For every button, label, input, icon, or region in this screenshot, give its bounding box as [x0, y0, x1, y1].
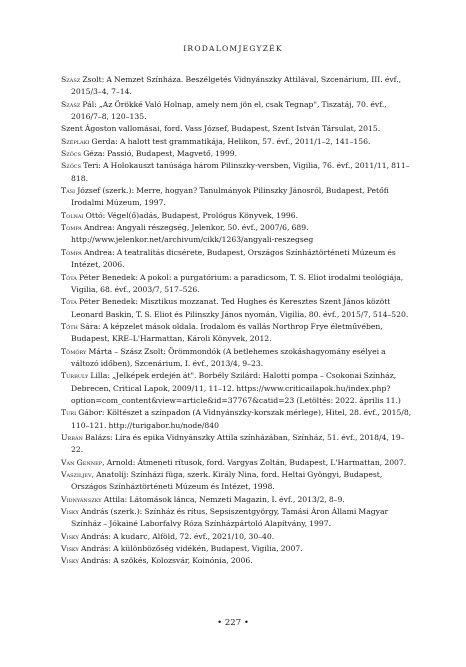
bibliography-entry — [61, 296, 415, 321]
bibliography-entry — [61, 346, 415, 371]
entry-text: Balázs: Líra és epika Vidnyánszky Attila színházában, Színház, 51. évf., 2018/4, 19–22. — [71, 432, 405, 455]
running-header: IRODALOMJEGYZÉK — [183, 44, 283, 53]
entry-author: Szász — [61, 75, 81, 84]
bibliography-entry — [61, 210, 415, 222]
entry-author: Vidnyánszky — [61, 494, 102, 504]
entry-text: Lilla: „Jelképek erdején át". Borbély Szilárd: Halotti pompa – Csokonai Színház, Debrecen, Critical Lapok, 2009/11, 11–12. https://www.criticailapok.hu/index.php?option=com_content&view=article&id=37767&catid=23 (Letöltés: 2022. április 11.) — [71, 371, 401, 405]
entry-text: Andrea: A teatralitás dicsérete, Budapest, Országos Színháztörténeti Múzeum és Intézet, 2006. — [71, 247, 396, 270]
entry-author: Visky — [61, 556, 79, 566]
bibliography-entry — [61, 457, 415, 469]
bibliography-entry — [61, 272, 415, 297]
entry-text: , Anatolij: Színházi füga, szerk. Király Nina, ford. Heltai Gyöngyi, Budapest, Országos Színháztörténeti Múzeum és Intézet, 1998. — [71, 470, 383, 492]
entry-text: András (szerk.): Színház és rítus, Sepsiszentgyörgy, Tamási Áron Állami Magyar Színház – Jókainé Laborfalvy Róza Színházpártoló Alapítvány, 1997. — [71, 507, 389, 529]
entry-text: Péter Benedek: Misztikus mozzanat. Ted Hughes és Keresztes Szent János között Leonard Baskin, T. S. Eliot és Pilinszky János nyomán, Vigilia, 80. évf., 2015/7, 514–520. — [71, 297, 409, 319]
entry-author: Szőcs — [61, 149, 82, 159]
entry-author: Tóth — [61, 321, 78, 331]
entry-text: Attila: Látomások lánca, Nemzeti Magazin, I. évf., 2013/2, 8–9. — [101, 494, 345, 504]
entry-author: Turi — [61, 408, 77, 418]
bibliography-entry — [61, 222, 415, 247]
entry-text: Géza: Passió, Budapest, Magvető, 1999. — [81, 149, 238, 159]
entry-text: Péter Benedek: A pokol: a purgatórium: a paradicsom, T. S. Eliot irodalmi teológiája, Vigilia, 68. évf., 2003/7, 517–526. — [71, 272, 404, 294]
entry-author: Tompa — [61, 247, 82, 257]
entry-author: Vasziljev — [61, 470, 92, 479]
entry-author: Tóta — [61, 297, 77, 307]
entry-text: Pál: „Az Örökké Való Holnap, amely nem jön el, csak Tegnap", Tiszatáj, 70. évf., 2016/7–8, 120–135. — [71, 99, 387, 122]
bibliography-entry — [61, 99, 415, 124]
bibliography-entry — [61, 160, 415, 185]
bibliography-entry — [61, 74, 415, 99]
entry-text: András: A különbözőség vidékén, Budapest, Vigilia, 2007. — [78, 544, 303, 554]
bibliography-entry — [61, 148, 415, 160]
bibliography-entry — [61, 555, 415, 567]
entry-author: Urbán — [61, 432, 83, 442]
entry-author: Szász — [61, 99, 81, 109]
entry-text: Ottó: Végel(ő)adás, Budapest, Prológus Könyvek, 1996. — [83, 210, 299, 220]
entry-author: Tóta — [61, 272, 77, 282]
entry-author: Visky — [61, 544, 79, 554]
entry-author: Turbuly — [61, 371, 89, 381]
page-number: • 227 • — [217, 618, 249, 628]
entry-text: András: A kudarc, Alföld, 72. évf., 2021/10, 30–40. — [78, 531, 275, 541]
entry-author: Visky — [61, 507, 79, 517]
entry-text: Zsolt: A Nemzet Színháza. Beszélgetés Vidnyánszky Attilával, Szcenárium, III. évf., 2015/3–4, 7–14. — [71, 75, 402, 97]
bibliography-entry — [61, 136, 415, 148]
entry-text: Szent Ágoston vallomásai, ford. Vass József, Budapest, Szent István Társulat, 2015. — [61, 124, 381, 134]
entry-author: Tasi — [61, 186, 76, 196]
bibliography-entry — [61, 543, 415, 555]
entry-text: Teri: A Holokauszt tanúsága három Pilinszky-versben, Vigilia, 76. évf., 2011/11, 811–818. — [71, 161, 410, 183]
entry-author: Tömöry — [61, 346, 87, 356]
bibliography-entry — [61, 123, 415, 135]
entry-text: József (szerk.): Merre, hogyan? Tanulmányok Pilinszky Jánosról, Budapest, Petőfi Irodalmi Múzeum, 1997. — [71, 186, 389, 208]
entry-text: Andrea: Angyali részegség, Jelenkor, 50. évf., 2007/6, 689. http://www.jelenkor.net/archivum/cikk/1263/angyali-reszegseg — [71, 223, 314, 245]
entry-author: Széplaki — [61, 136, 90, 146]
bibliography-entry — [61, 494, 415, 506]
bibliography-entry — [61, 407, 415, 432]
bibliography-entry — [61, 432, 415, 457]
entry-author: Szőcs — [61, 161, 82, 171]
bibliography-entry — [61, 370, 415, 407]
bibliography-list — [61, 74, 415, 568]
entry-author: Tolnai — [61, 210, 84, 220]
bibliography-entry — [61, 321, 415, 346]
entry-text: Gerda: A halott test grammatikája, Helikon, 57. évf., 2011/1–2, 141–156. — [89, 136, 371, 146]
entry-author: Visky — [61, 531, 79, 541]
bibliography-entry — [61, 531, 415, 543]
entry-text: Sára: A képzelet mások oldala. Irodalom és vallás Northrop Frye életművében, Budapest, KRE–L'Harmattan, Károli Könyvek, 2012. — [71, 321, 383, 344]
entry-text: András: A szökés, Kolozsvár, Koinónia, 2006. — [78, 556, 253, 566]
entry-text: Márta – Szász Zsolt: Örömmondók (A betlehemes szokáshagyomány esélyei a változó időben), Szcenárium, I. évf., 2013/4, 9–23. — [71, 346, 386, 368]
bibliography-entry — [61, 506, 415, 531]
bibliography-entry — [61, 185, 415, 210]
entry-author: Van Gennep — [61, 457, 103, 467]
bibliography-entry — [61, 469, 415, 494]
bibliography-entry — [61, 247, 415, 272]
entry-text: Gábor: Költészet a színpadon (A Vidnyánszky-korszak mérlege), Hitel, 28. évf., 2015/8, 110–121. http://turigabor.hu/node/840 — [71, 408, 412, 430]
entry-text: , Arnold: Átmeneti rítusok, ford. Vargyas Zoltán, Budapest, L'Harmattan, 2007. — [102, 457, 407, 467]
entry-author: Tompa — [61, 223, 82, 233]
